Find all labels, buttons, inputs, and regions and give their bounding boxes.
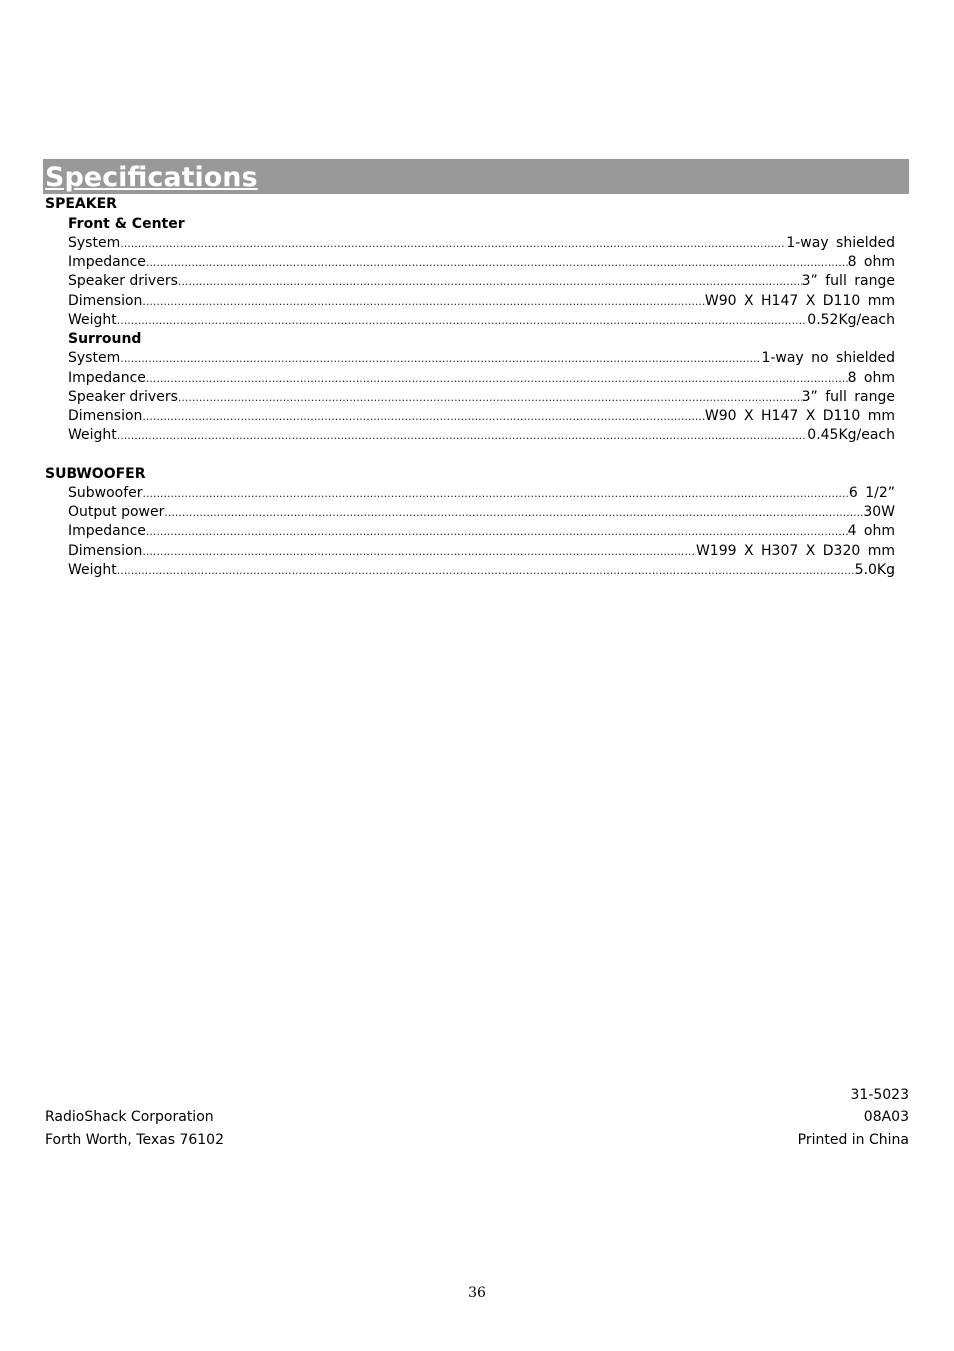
spec-label: Subwoofer (68, 485, 143, 501)
dot-leader (142, 292, 704, 311)
front-center-heading: Front & Center (68, 216, 185, 232)
spec-row-front-weight (68, 311, 895, 330)
spec-value: W90 X H147 X D110 mm (704, 293, 895, 309)
spec-label: Output power (68, 504, 165, 520)
dot-leader (178, 388, 802, 407)
spec-row-sub-dimension (68, 542, 895, 561)
dot-leader (146, 522, 848, 541)
spec-row-front-impedance (68, 253, 895, 272)
dot-leader (120, 349, 761, 368)
dot-leader (178, 272, 802, 291)
spec-value: 3” full range (801, 273, 895, 289)
dot-leader (142, 407, 704, 426)
spec-row-sub-impedance (68, 522, 895, 541)
page-title: Specifications (45, 162, 258, 193)
spec-value: 8 ohm (847, 254, 895, 270)
spec-row-surround-system (68, 349, 895, 368)
spec-label: System (68, 350, 121, 366)
speaker-heading: SPEAKER (45, 196, 117, 212)
surround-heading: Surround (68, 331, 142, 347)
spec-value: 3” full range (801, 389, 895, 405)
dot-leader (120, 234, 786, 253)
spec-label: System (68, 235, 121, 251)
page-number: 36 (468, 1285, 486, 1301)
spec-label: Weight (68, 562, 117, 578)
spec-label: Weight (68, 427, 117, 443)
dot-leader (143, 484, 849, 503)
dot-leader (146, 253, 848, 272)
spec-row-front-dimension (68, 292, 895, 311)
spec-label: Impedance (68, 370, 146, 386)
spec-value: W199 X H307 X D320 mm (695, 543, 895, 559)
spec-label: Dimension (68, 408, 143, 424)
spec-label: Weight (68, 312, 117, 328)
dot-leader (117, 311, 808, 330)
spec-label: Dimension (68, 543, 143, 559)
spec-row-sub-power (68, 503, 895, 522)
spec-row-sub-size (68, 484, 895, 503)
footer-address: Forth Worth, Texas 76102 (45, 1132, 224, 1148)
spec-value: 5.0Kg (854, 562, 895, 578)
specifications-title-bar (43, 159, 909, 194)
spec-row-surround-impedance (68, 369, 895, 388)
footer-printed: Printed in China (797, 1132, 909, 1148)
spec-value: W90 X H147 X D110 mm (704, 408, 895, 424)
dot-leader (117, 426, 808, 445)
spec-label: Impedance (68, 523, 146, 539)
spec-value: 6 1/2” (848, 485, 895, 501)
spec-row-front-drivers (68, 272, 895, 291)
spec-label: Dimension (68, 293, 143, 309)
footer-revision: 08A03 (863, 1109, 909, 1125)
spec-value: 4 ohm (847, 523, 895, 539)
spec-row-surround-dimension (68, 407, 895, 426)
footer-catalog-number: 31-5023 (850, 1087, 909, 1103)
footer-company: RadioShack Corporation (45, 1109, 214, 1125)
spec-value: 0.52Kg/each (807, 312, 895, 328)
spec-label: Impedance (68, 254, 146, 270)
spec-row-surround-weight (68, 426, 895, 445)
spec-row-surround-drivers (68, 388, 895, 407)
spec-value: 1-way no shielded (761, 350, 895, 366)
spec-value: 0.45Kg/each (807, 427, 895, 443)
spec-row-sub-weight (68, 561, 895, 580)
subwoofer-heading: SUBWOOFER (45, 466, 146, 482)
dot-leader (146, 369, 848, 388)
dot-leader (117, 561, 855, 580)
spec-value: 30W (863, 504, 895, 520)
dot-leader (142, 542, 696, 561)
dot-leader (164, 503, 863, 522)
spec-label: Speaker drivers (68, 389, 178, 405)
spec-value: 8 ohm (847, 370, 895, 386)
spec-row-front-system (68, 234, 895, 253)
spec-label: Speaker drivers (68, 273, 178, 289)
spec-value: 1-way shielded (786, 235, 895, 251)
